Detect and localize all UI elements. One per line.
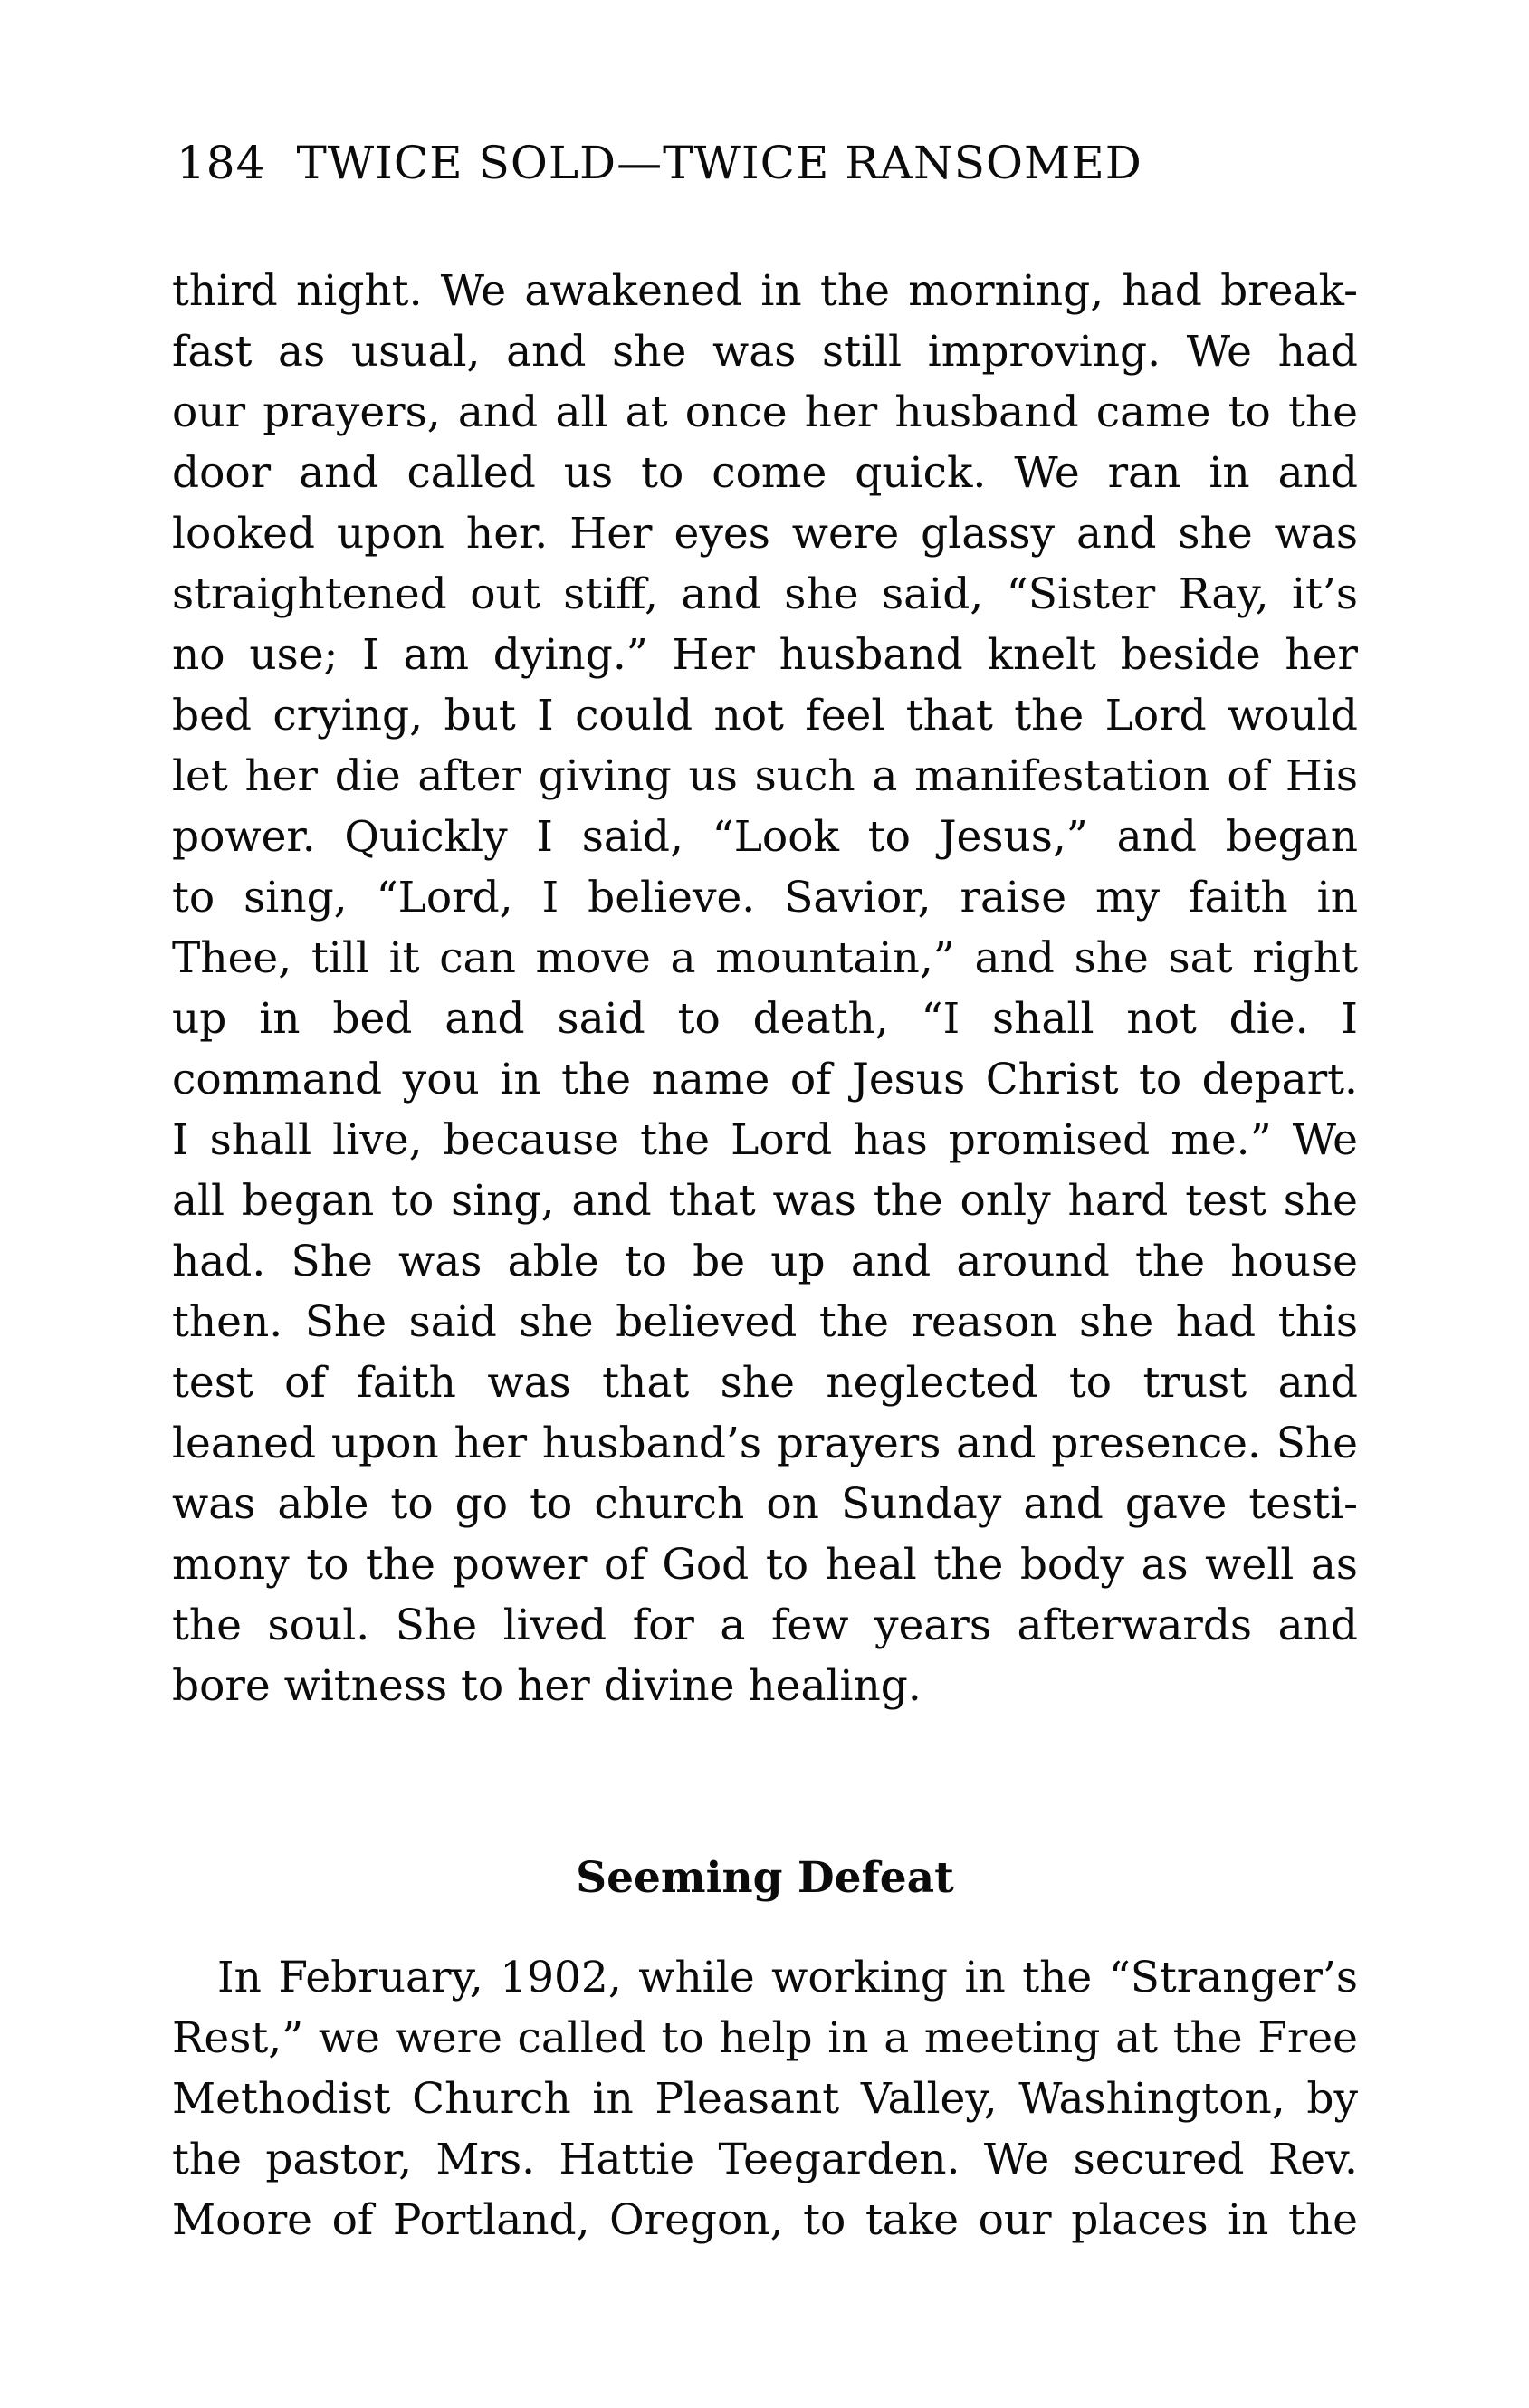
text-line: bed crying, but I could not feel that the Lord would — [172, 691, 1358, 741]
text-line: fast as usual, and she was still improving. We had — [172, 327, 1358, 377]
text-line: no use; I am dying.” Her husband knelt beside her — [172, 630, 1358, 680]
text-line: In February, 1902, while working in the “Stranger’s — [217, 1953, 1358, 2002]
text-line: to sing, “Lord, I believe. Savior, raise my faith in — [172, 873, 1358, 922]
text-line: the pastor, Mrs. Hattie Teegarden. We secured Rev. — [172, 2135, 1358, 2184]
text-line: power. Quickly I said, “Look to Jesus,” and began — [172, 812, 1358, 862]
text-line: Moore of Portland, Oregon, to take our places in the — [172, 2195, 1358, 2245]
page-number: 184 — [177, 137, 266, 189]
text-line: bore witness to her divine healing. — [172, 1661, 922, 1711]
text-line: leaned upon her husband’s prayers and presence. She — [172, 1419, 1358, 1468]
text-line: I shall live, because the Lord has promised me.” We — [172, 1115, 1358, 1165]
text-line: had. She was able to be up and around the house — [172, 1237, 1358, 1286]
text-line: up in bed and said to death, “I shall not die. I — [172, 994, 1358, 1044]
text-line: all began to sing, and that was the only hard test she — [172, 1176, 1358, 1226]
text-line: let her die after giving us such a manifestation of His — [172, 751, 1358, 801]
text-line: the soul. She lived for a few years afterwards and — [172, 1601, 1358, 1650]
text-line: command you in the name of Jesus Christ to depart. — [172, 1055, 1358, 1104]
text-line: straightened out stiff, and she said, “Sister Ray, it’s — [172, 569, 1358, 619]
text-line: test of faith was that she neglected to trust and — [172, 1358, 1358, 1408]
text-line: mony to the power of God to heal the body as well as — [172, 1540, 1358, 1590]
text-line: then. She said she believed the reason she had this — [172, 1297, 1358, 1347]
text-line: Methodist Church in Pleasant Valley, Washington, by — [172, 2074, 1358, 2124]
text-line: our prayers, and all at once her husband came to the — [172, 387, 1358, 437]
book-title: TWICE SOLD—TWICE RANSOMED — [296, 137, 1142, 189]
text-line: door and called us to come quick. We ran in and — [172, 448, 1358, 498]
text-line: Thee, till it can move a mountain,” and she sat right — [172, 933, 1358, 983]
text-line: Rest,” we were called to help in a meeting at the Free — [172, 2013, 1358, 2063]
text-line: third night. We awakened in the morning, had break- — [172, 266, 1358, 316]
running-head — [177, 136, 1353, 190]
text-line: was able to go to church on Sunday and gave testi- — [172, 1479, 1358, 1529]
section-heading: Seeming Defeat — [576, 1853, 954, 1903]
text-line: looked upon her. Her eyes were glassy and she was — [172, 509, 1358, 559]
